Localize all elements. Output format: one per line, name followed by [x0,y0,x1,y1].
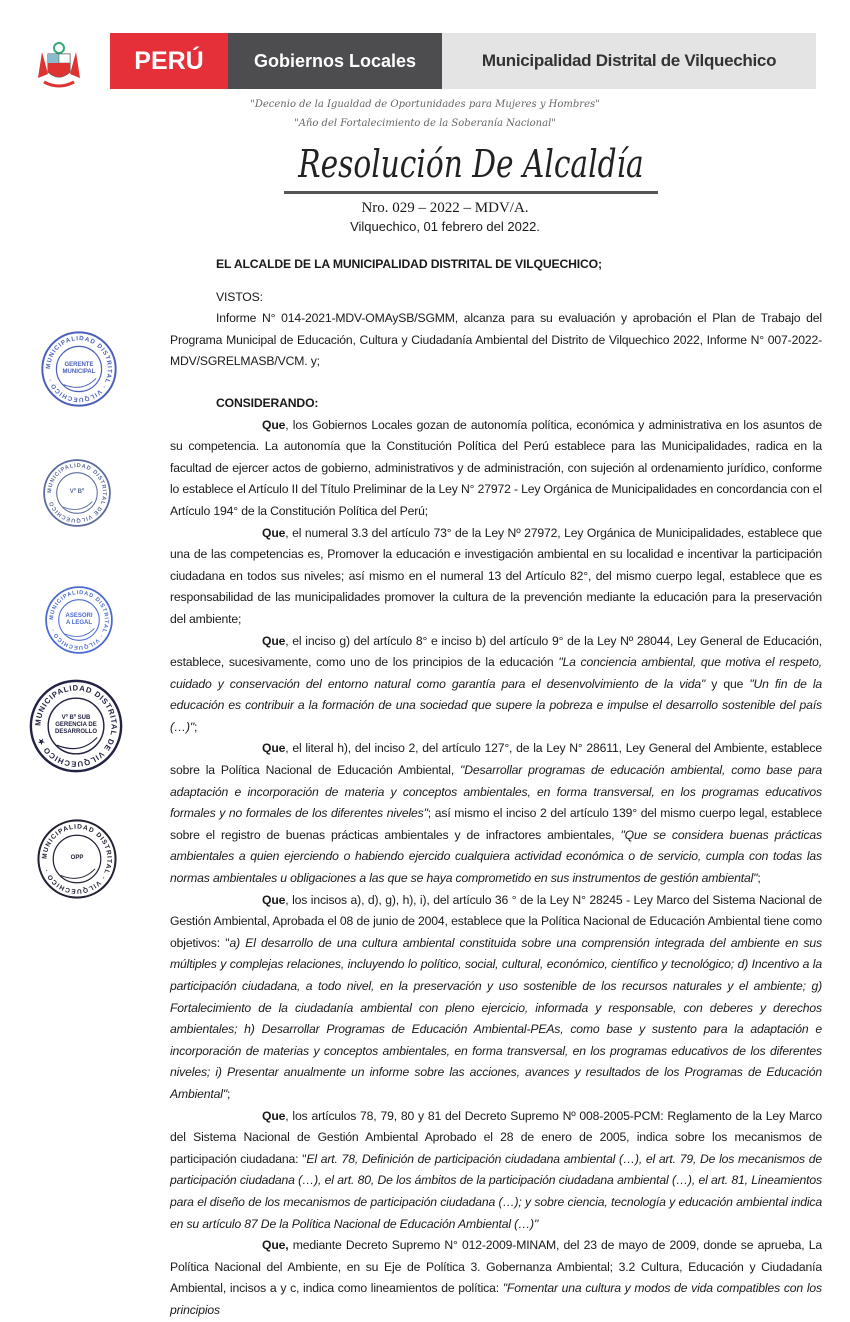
header-banner [110,33,816,89]
stamp-ring-text: MUNICIPALIDAD DISTRITAL · VILQUECHICO · [41,823,113,895]
title-underline [284,191,658,194]
paragraph-text: ; así mismo el inciso 2 del artículo 139° del mismo cuerpo legal, establece sobre el registro de buenas prácticas ambientales y de infractores ambientales, [170,806,822,842]
paragraph-text: ; [194,719,198,734]
authority-heading: EL ALCALDE DE LA MUNICIPALIDAD DISTRITAL DE VILQUECHICO; [216,257,602,271]
motto-year: "Año del Fortalecimiento de la Soberanía Nacional" [294,118,556,129]
considerando-paragraph [170,1106,822,1236]
stamp-seal [40,330,118,408]
paragraph-text: , el inciso g) del artículo 8° e inciso b) del artículo 9° de la Ley Nº 28044, Ley General de Educación, establece, sucesivamente, como uno de los principios de la educación [170,633,822,670]
quoted-text: El art. 78, Definición de participación ciudadana ambiental (…), el art. 79, De los mecanismos de participación ciudadana (…), el art. 80, De los ámbitos de la participación ciudadana ambiental (…), el art. 81, Lineamientos para el diseño de los mecanismos de participación ciudadana (…); y sobre ciencia, tecnología y educación ambiental indica en su artículo 87 De la Política Nacional de Educación Ambiental (…)" [170,1151,822,1231]
paragraph-text: ; [757,871,761,886]
considerando-paragraph [170,415,822,523]
considerando-paragraph [170,523,822,631]
paragraph-lead: Que [262,892,286,907]
considerando-paragraph [170,890,822,1106]
paragraph-lead: Que [262,417,286,432]
stamp-ring-text: MUNICIPALIDAD DISTRITAL · VILQUECHICO · [49,590,109,650]
quoted-text: a) El desarrollo de una cultura ambiental constituida sobre una comprensión integrada del ambiente en sus múltiples y complejas relaciones, incluyendo lo político, social, cultural, económico, científico y tecnológico; d) Incentivo a la participación ciudadana, a todo nivel, en la preservación y uso sostenible de los recursos naturales y el ambiente; g) Fortalecimiento de la ciudadanía ambiental con pleno ejercicio, informada y responsable, con deberes y derechos ambientales; h) Desarrollar Programas de Educación Ambiental-PEAs, como base y sustento para la adaptación e incorporación de materias y conceptos ambientales, en forma transversal, en los programas educativos de los diferentes niveles; i) Presentar anualmente un informe sobre las acciones, avances y resultados de los Programas de Educación Ambiental" [170,935,822,1101]
stamp-center-text: OPP [70,855,84,862]
paragraph-text: , el numeral 3.3 del artículo 73° de la Ley Nº 27972, Ley Orgánica de Municipalidades, establece que una de las competencias es, Promover la educación e investigación ambiental en su localidad e incentivar la participación ciudadana en todos sus niveles; así mismo en el numeral 13 del Artículo 82°, del mismo cuerpo legal, establece que es responsabilidad de las municipalidades promover la cultura de la prevención mediante la educación para la preservación del ambiente; [170,525,822,626]
paragraph-lead: Que [262,741,286,756]
banner-country: PERÚ [110,33,228,89]
considerando-heading: CONSIDERANDO: [216,395,319,410]
paragraph-text: mediante Decreto Supremo N° 012-2009-MINAM, del 23 de mayo de 2009, donde se aprueba, La Política Nacional del Ambiente, en su Eje de Política 3. Gobernanza Ambiental; 3.2 Cultura, Educación y Ciudadanía Ambiental, incisos a y c, indica como lineamientos de política: [170,1238,822,1296]
paragraph-text: ; [227,1086,231,1101]
paragraph-lead: Que [262,525,286,540]
considerando-paragraph [170,1235,822,1321]
stamp-seal [42,458,112,528]
quoted-text: "La conciencia ambiental, que motiva el respeto, cuidado y conservación del entorno natural como garantía para el desenvolvimiento de la vida" [170,655,822,691]
paragraph-lead: Que, [262,1238,289,1253]
banner-entity: Municipalidad Distrital de Vilquechico [442,33,816,89]
stamp-center-text: ASESORIA LEGAL [65,612,93,626]
paragraph-text: , el literal h), del inciso 2, del artículo 127°, de la Ley N° 28611, Ley General del Ambiente, establece sobre la Política Nacional de Educación Ambiental, [170,741,822,778]
stamp-center-text: Vº Bº [69,489,85,496]
stamp-center-text: Vº Bº SUB GERENCIA DE DESARROLLO [54,715,97,736]
considerando-paragraph [170,738,822,889]
stamp-seal [36,818,118,900]
paragraph-lead: Que [262,633,286,648]
document-title: Resolución De Alcaldía [298,142,644,186]
quoted-text: "Un fin de la educación es contribuir a la formación de una sociedad que supere la pobreza e impulse el desarrollo sostenible del país (…)" [170,676,823,734]
considerando-paragraphs [170,415,822,1322]
stamp-center-text: GERENTE MUNICIPAL [62,361,96,375]
quoted-text: "Fomentar una cultura y modos de vida compatibles con los principios [170,1281,822,1317]
motto-decade: "Decenio de la Igualdad de Oportunidades para Mujeres y Hombres" [250,99,600,110]
paragraph-text: , los incisos a), d), g), h), i), del artículo 36 ° de la Ley N° 28245 - Ley Marco del Sistema Nacional de Gestión Ambiental, Aprobada el 08 de junio de 2004, establece que la Política Nacional de Educación Ambiental tiene como objetivos: " [170,892,822,950]
quoted-text: "Que se considera buenas prácticas ambientales a quien ejerciendo o habiendo ejercido cualquiera actividad económica o de servicio, cumpla con todas las normas ambientales u obligaciones a las que se haya comprometido en sus instrumentos de gestión ambiental" [170,827,822,886]
peru-coat-of-arms-logo [34,38,84,92]
banner-section: Gobiernos Locales [228,33,442,89]
paragraph-text: , los Gobiernos Locales gozan de autonomía política, económica y administrativa en los asuntos de su competencia. La autonomía que la Constitución Política del Perú establece para las Municipalidades, radica en la facultad de ejercer actos de gobierno, administrativos y de administración, con sujeción al ordenamiento jurídico, conforme lo establece el Artículo II del Título Preliminar de la Ley N° 27972 - Ley Orgánica de Municipalidades en concordancia con el Artículo 194° de la Constitución Política del Perú; [170,417,822,518]
place-date: Vilquechico, 01 febrero del 2022. [350,219,540,234]
resolution-number: Nro. 029 – 2022 – MDV/A. [361,200,529,216]
vistos-heading: VISTOS: [216,289,263,304]
stamp-ring-text: MUNICIPALIDAD DISTRITAL DE VILQUECHICO [47,463,107,523]
stamp-ring-text: MUNICIPALIDAD DISTRITAL DE VILQUECHICO ★ [33,683,119,769]
considerando-paragraph [170,631,822,739]
vistos-text: Informe N° 014-2021-MDV-OMAySB/SGMM, alcanza para su evaluación y aprobación el Plan de Trabajo del Programa Municipal de Educación, Cultura y Ciudadanía Ambiental del Distrito de Vilquechico 2022, Informe N° 007-2022-MDV/SGRELMASB/VCM. y; [170,311,822,369]
paragraph-lead: Que [262,1108,286,1123]
document-body [170,254,822,1322]
paragraph-text: y que [705,676,750,691]
paragraph-text: , los artículos 78, 79, 80 y 81 del Decreto Supremo Nº 008-2005-PCM: Reglamento de la Ley Marco del Sistema Nacional de Gestión Ambiental Aprobado el 28 de enero de 2005, indica sobre los mecanismos de participación ciudadana: " [170,1108,822,1166]
stamp-ring-text: MUNICIPALIDAD DISTRITAL · VILQUECHICO · [45,335,113,403]
stamp-seal [44,585,114,655]
quoted-text: "Desarrollar programas de educación ambiental, como base para adaptación e incorporación de materia y conceptos ambientales, en forma transversal, en los programas educativos formales y no formales de los diferentes niveles" [170,763,822,821]
stamp-seal [28,678,124,774]
